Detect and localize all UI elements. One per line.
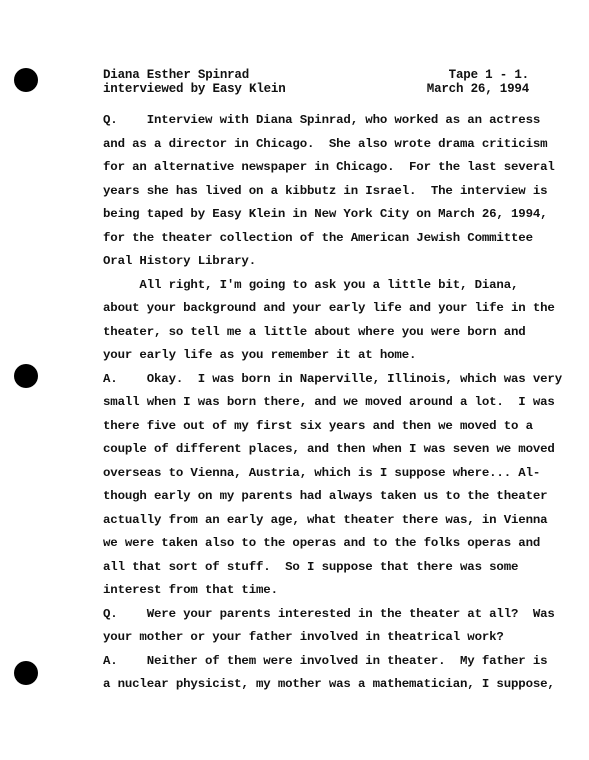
transcript-line: Q. Were your parents interested in the theater at all? Was (103, 606, 555, 621)
transcript-line: for an alternative newspaper in Chicago. For the last several (103, 160, 555, 174)
punch-hole-top (14, 68, 38, 92)
transcript-line: for the theater collection of the American Jewish Committee (103, 230, 533, 245)
transcript-line: though early on my parents had always taken us to the theater (103, 489, 548, 503)
transcript-line: A. Okay. I was born in Naperville, Illinois, which was very (103, 371, 562, 386)
transcript-line: couple of different places, and then when I was seven we moved (103, 442, 555, 456)
transcript-line: your early life as you remember it at home. (103, 348, 417, 362)
transcript-line: there five out of my first six years and then we moved to a (103, 418, 533, 433)
transcript-line: all that sort of stuff. So I suppose that there was some (103, 559, 519, 574)
transcript-line: about your background and your early life and your life in the (103, 301, 555, 315)
transcript-line: Q. Interview with Diana Spinrad, who worked as an actress (103, 113, 541, 127)
transcript-line: we were taken also to the operas and to the folks operas and (103, 536, 541, 550)
punch-hole-bottom (14, 661, 38, 685)
transcript-line: actually from an early age, what theater there was, in Vienna (103, 512, 548, 527)
punch-hole-middle (14, 364, 38, 388)
tape-label: Tape 1 - 1. (448, 68, 529, 82)
transcript-line: your mother or your father involved in theatrical work? (103, 630, 504, 644)
transcript-line: and as a director in Chicago. She also wrote drama criticism (103, 136, 548, 151)
interviewee-name: Diana Esther Spinrad (103, 68, 250, 82)
transcript-line: A. Neither of them were involved in theater. My father is (103, 653, 548, 668)
interview-date: March 26, 1994 (426, 82, 529, 96)
transcript-line: interest from that time. (103, 583, 278, 597)
interviewer-line: interviewed by Easy Klein (103, 82, 286, 96)
transcript-line: being taped by Easy Klein in New York City on March 26, 1994, (103, 207, 548, 221)
transcript-line: a nuclear physicist, my mother was a mathematician, I suppose, (103, 677, 555, 691)
transcript-line: overseas to Vienna, Austria, which is I suppose where... Al- (103, 465, 541, 480)
transcript-line: years she has lived on a kibbutz in Israel. The interview is (103, 183, 548, 198)
transcript-line: All right, I'm going to ask you a little bit, Diana, (103, 277, 519, 292)
transcript-line: theater, so tell me a little about where you were born and (103, 324, 526, 339)
transcript-line: Oral History Library. (103, 254, 256, 268)
transcript-line: small when I was born there, and we moved around a lot. I was (103, 395, 555, 409)
